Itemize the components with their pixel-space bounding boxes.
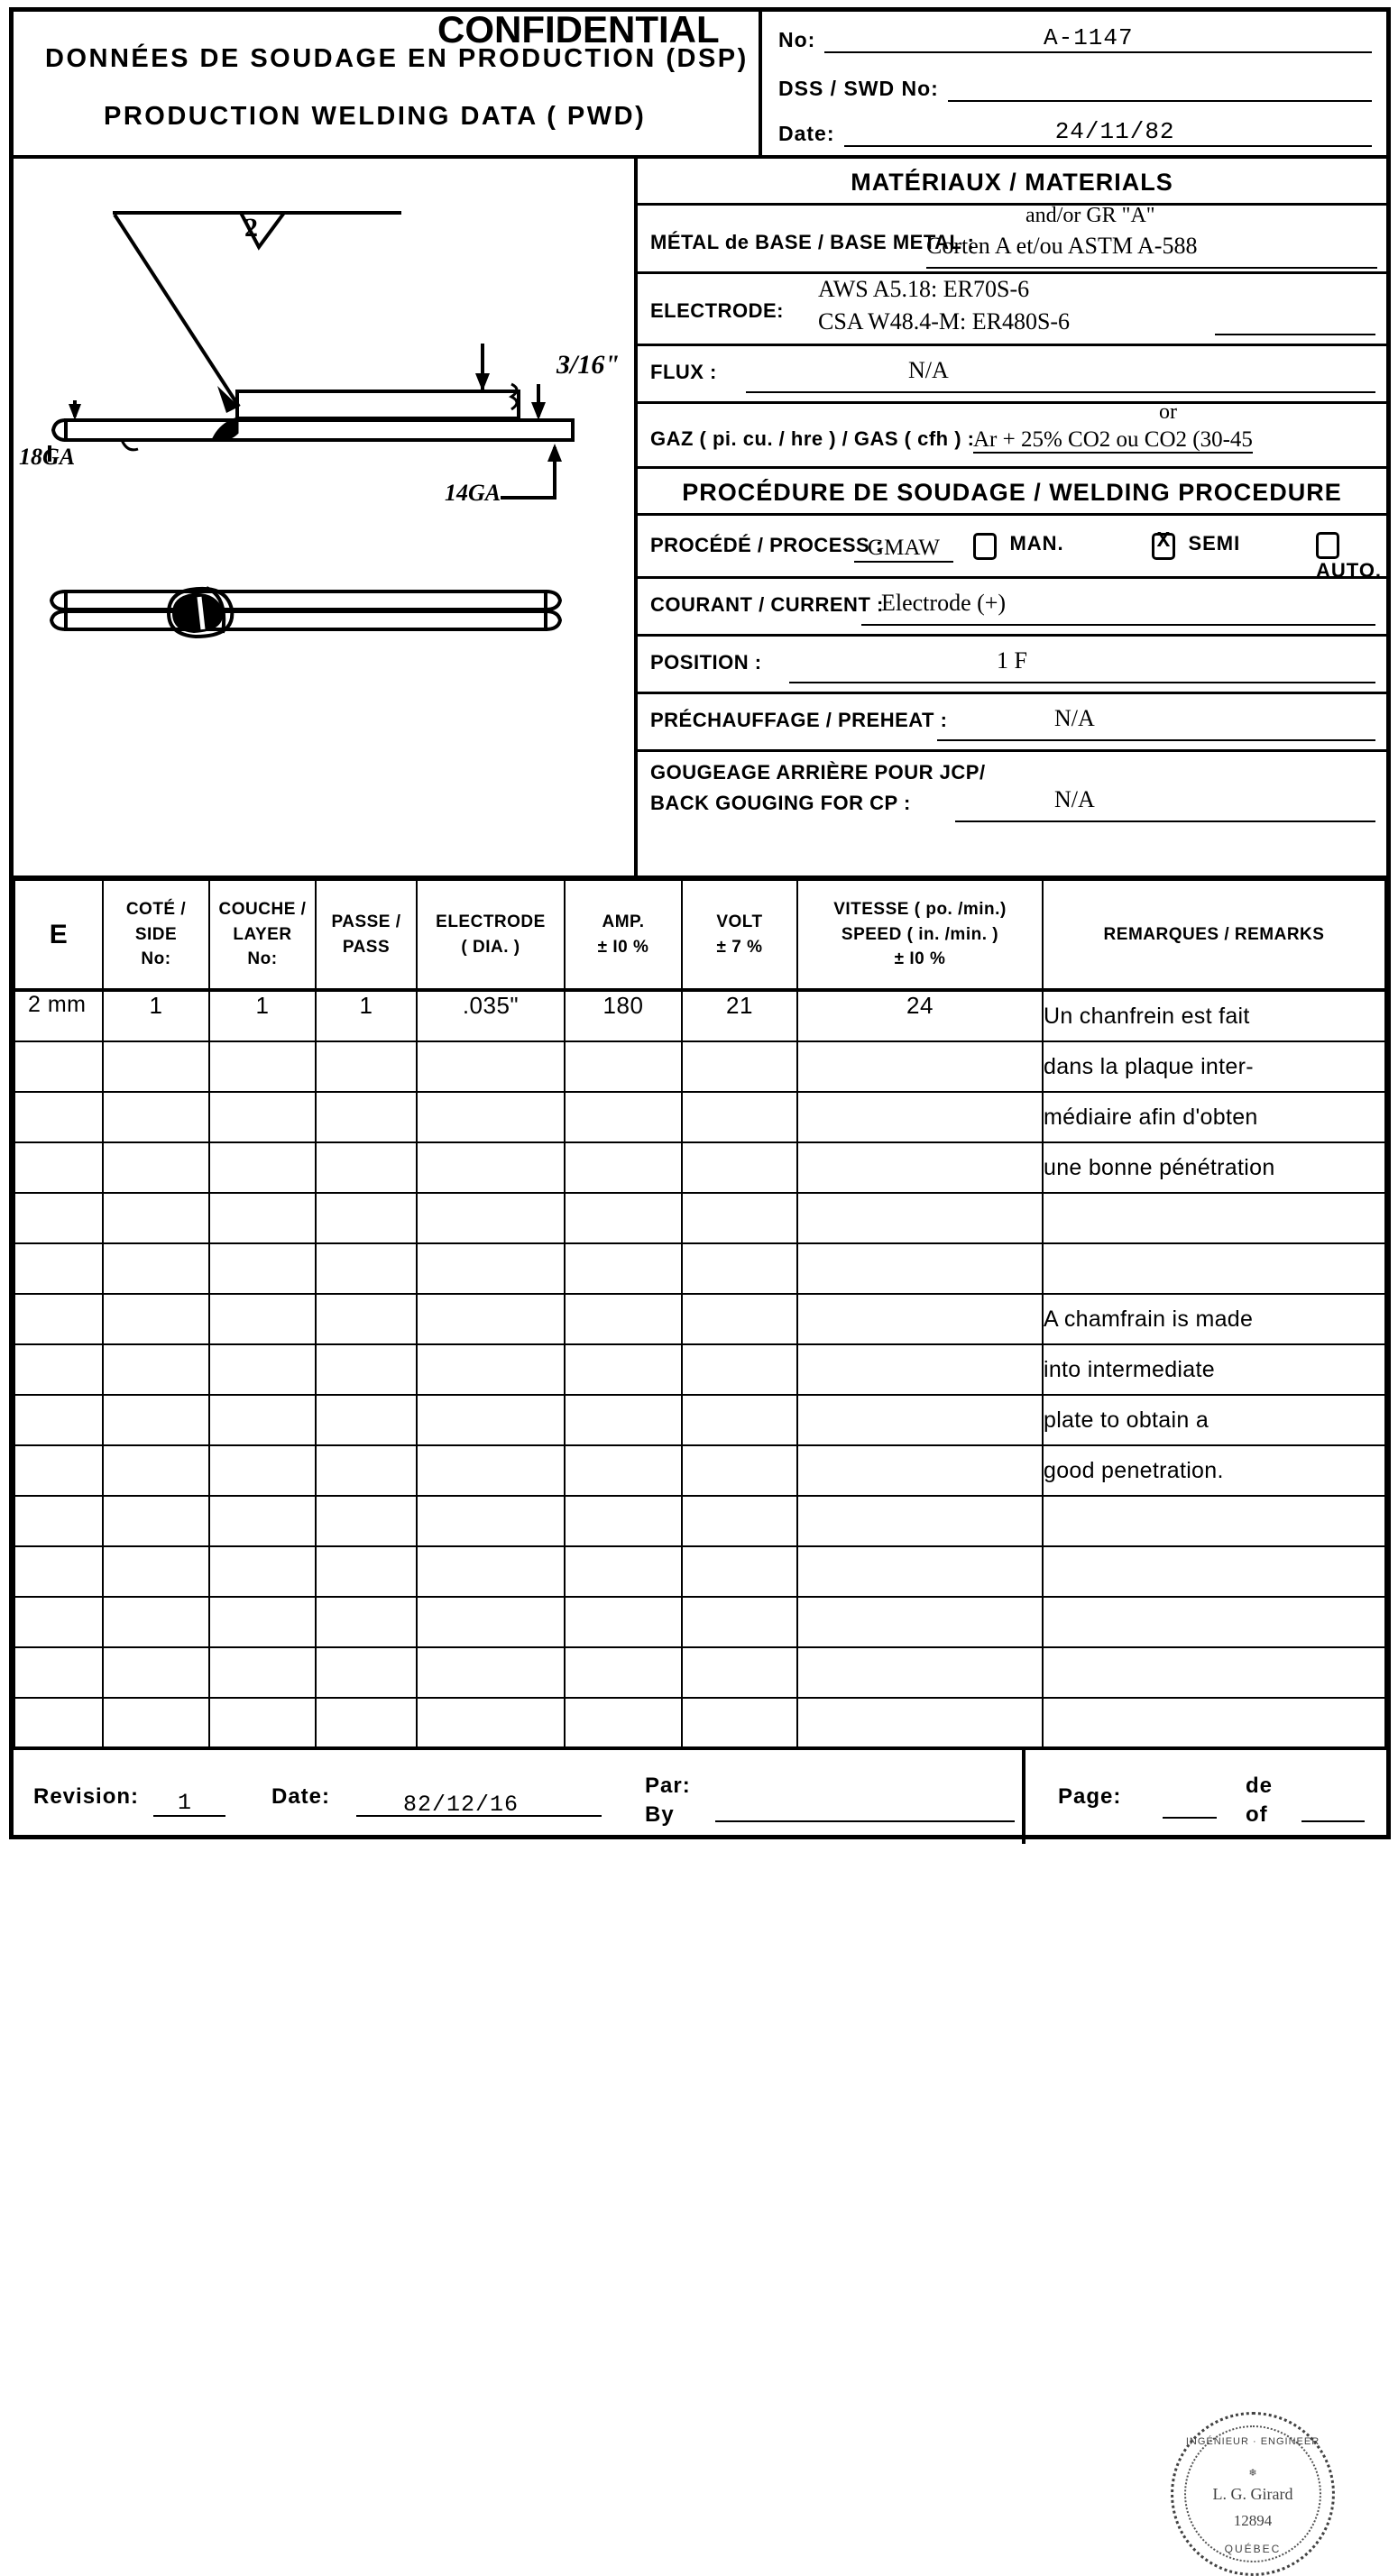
row-current [638,579,1386,637]
cell-electrode[interactable] [417,1546,565,1597]
cell-amp[interactable] [565,1243,682,1294]
gas-note: or [1159,400,1177,424]
cell-volt[interactable] [682,1395,797,1445]
cell-e[interactable] [14,1193,103,1243]
table-row [14,1597,1385,1647]
cell-layer[interactable] [209,1698,316,1748]
electrode-value-1: AWS A5.18: ER70S-6 [818,276,1030,302]
cell-layer[interactable] [209,1142,316,1193]
remark-line: into intermediate [1044,1357,1215,1382]
checkbox-man-icon[interactable] [973,533,997,560]
cell-volt[interactable] [682,1445,797,1496]
th-side-l2: SIDE [134,924,178,944]
cell-speed[interactable] [797,1041,1043,1092]
cell-electrode[interactable] [417,1041,565,1092]
th-e [14,880,103,990]
th-layer [209,880,316,990]
table-row [14,1041,1385,1092]
table-row [14,1445,1385,1496]
cell-speed[interactable] [797,1445,1043,1496]
cell-pass[interactable] [316,1041,417,1092]
cell-speed[interactable] [797,1698,1043,1748]
page-total-input[interactable] [1301,1820,1365,1822]
table-row [14,1294,1385,1344]
cell-electrode[interactable]: .035" [417,990,565,1041]
cell-electrode[interactable] [417,1294,565,1344]
cell-speed[interactable] [797,1597,1043,1647]
cell-electrode[interactable] [417,1142,565,1193]
flux-input[interactable] [746,359,1375,393]
th-speed [797,880,1043,990]
cell-volt[interactable] [682,1546,797,1597]
cell-pass[interactable] [316,1193,417,1243]
current-value: Electrode (+) [881,590,1007,616]
th-layer-l2: LAYER [233,924,292,944]
remark-line [1044,1497,1384,1545]
cell-electrode[interactable] [417,1496,565,1546]
th-pass-l2: PASS [342,937,391,957]
document-page [9,7,1391,2555]
cell-pass[interactable] [316,1294,417,1344]
cell-speed[interactable] [797,1395,1043,1445]
cell-speed[interactable] [797,1496,1043,1546]
field-dss-swd-line[interactable] [948,68,1372,107]
cell-pass[interactable] [316,1445,417,1496]
field-date-value: 24/11/82 [1054,118,1175,145]
cell-side[interactable] [103,1445,209,1496]
th-electrode-l2: ( DIA. ) [461,937,520,957]
cell-layer[interactable] [209,1647,316,1698]
cell-layer[interactable] [209,1193,316,1243]
cell-volt[interactable] [682,1243,797,1294]
cell-pass[interactable] [316,1496,417,1546]
cell-amp[interactable] [565,1344,682,1395]
position-input[interactable] [789,647,1375,683]
cell-layer[interactable] [209,1092,316,1142]
cell-layer[interactable] [209,1496,316,1546]
th-electrode [417,880,565,990]
gouging-input[interactable] [955,786,1375,822]
process-option-auto-label: AUTO. [1316,559,1383,582]
th-side-l1: COTÉ / [125,900,187,920]
seal-name: L. G. Girard [1212,2485,1293,2503]
cell-e[interactable] [14,1243,103,1294]
cell-remark[interactable] [1043,1092,1385,1142]
process-option-man[interactable] [973,532,1064,560]
cell-remark[interactable] [1043,1243,1385,1294]
revision-value: 1 [178,1790,193,1816]
process-option-auto[interactable] [1316,532,1386,582]
footer-date-value: 82/12/16 [403,1792,520,1818]
cell-volt[interactable] [682,1142,797,1193]
materials-section-title: MATÉRIAUX / MATERIALS [638,159,1386,206]
cell-side[interactable] [103,1647,209,1698]
cell-amp[interactable] [565,1698,682,1748]
preheat-label: PRÉCHAUFFAGE / PREHEAT : [650,709,948,731]
th-amp-l2: ± I0 % [597,937,649,957]
cell-electrode[interactable] [417,1243,565,1294]
cell-e[interactable] [14,1496,103,1546]
cell-volt[interactable]: 21 [682,990,797,1041]
cell-volt[interactable] [682,1344,797,1395]
cell-pass[interactable] [316,1546,417,1597]
cell-pass[interactable] [316,1395,417,1445]
cell-speed[interactable] [797,1142,1043,1193]
preheat-value: N/A [1054,705,1095,731]
cell-remark[interactable] [1043,1142,1385,1193]
cell-amp[interactable] [565,1041,682,1092]
current-input[interactable] [861,590,1375,626]
of-label: of [1246,1802,1268,1827]
th-volt [682,880,797,990]
cell-electrode[interactable] [417,1344,565,1395]
cell-amp[interactable] [565,1647,682,1698]
cell-e[interactable] [14,1698,103,1748]
gas-value: Ar + 25% CO2 ou CO2 (30-45 [973,427,1253,452]
remark-line: Un chanfrein est fait [1044,1004,1250,1029]
th-pass [316,880,417,990]
base-metal-note: and/or GR "A" [1026,204,1155,227]
remark-line [1044,1194,1384,1242]
remark-line: dans la plaque inter- [1044,1054,1254,1079]
th-speed-l2: SPEED ( in. /min. ) [841,924,999,944]
table-row [14,1243,1385,1294]
table-row [14,1142,1385,1193]
cell-e[interactable] [14,1647,103,1698]
field-no-value: A-1147 [1043,24,1134,51]
cell-side[interactable] [103,1193,209,1243]
page-title-en: PRODUCTION WELDING DATA ( PWD) [104,102,647,131]
gas-input[interactable] [973,427,1386,463]
de-label: de [1246,1774,1274,1798]
row-preheat [638,694,1386,752]
field-no-label: No: [778,28,816,51]
gouging-value: N/A [1054,786,1095,812]
row-flux [638,346,1386,404]
cell-remark[interactable] [1043,1395,1385,1445]
th-remarks-l1: REMARQUES / REMARKS [1103,924,1325,944]
page-label: Page: [1058,1784,1122,1809]
cell-speed[interactable] [797,1193,1043,1243]
cell-side[interactable]: 1 [103,990,209,1041]
cell-side[interactable] [103,1092,209,1142]
th-amp-l1: AMP. [602,912,645,931]
field-date [778,113,1372,161]
cell-pass[interactable] [316,1142,417,1193]
cell-side[interactable] [103,1395,209,1445]
cell-layer[interactable] [209,1041,316,1092]
cell-pass[interactable] [316,1597,417,1647]
header-id-block [762,12,1386,155]
cell-side[interactable] [103,1243,209,1294]
cell-electrode[interactable] [417,1092,565,1142]
cell-layer[interactable] [209,1294,316,1344]
table-row [14,990,1385,1041]
remark-line [1044,1598,1384,1646]
cell-speed[interactable] [797,1344,1043,1395]
cell-e[interactable] [14,1041,103,1092]
cell-amp[interactable] [565,1546,682,1597]
seal-number: 12894 [1233,2512,1273,2529]
th-pass-l1: PASSE / [331,912,401,931]
cell-amp[interactable] [565,1142,682,1193]
drawing-callout-2: 2 [244,213,258,243]
cell-side[interactable] [103,1344,209,1395]
weld-joint-svg [14,159,638,875]
row-back-gouging [638,752,1386,822]
position-label: POSITION : [650,651,762,674]
document-header [14,8,1386,159]
page-number-input[interactable] [1163,1817,1217,1819]
cell-side[interactable] [103,1698,209,1748]
table-row [14,1698,1385,1748]
base-metal-input[interactable] [926,233,1377,269]
cell-remark[interactable] [1043,1445,1385,1496]
cell-volt[interactable] [682,1294,797,1344]
base-metal-label: MÉTAL de BASE / BASE METAL : [650,231,975,253]
drawing-dim-18ga: 18GA [19,444,76,470]
cell-e[interactable] [14,1344,103,1395]
cell-volt[interactable] [682,1597,797,1647]
cell-remark[interactable] [1043,1294,1385,1344]
row-position [638,637,1386,694]
specs-panel [638,159,1386,875]
cell-side[interactable] [103,1142,209,1193]
cell-pass[interactable] [316,1092,417,1142]
cell-remark[interactable] [1043,1193,1385,1243]
cell-e[interactable] [14,1142,103,1193]
cell-remark[interactable] [1043,1041,1385,1092]
drawing-dim-14ga: 14GA [445,480,501,506]
cell-e[interactable] [14,1395,103,1445]
cell-e[interactable]: 2 mm [14,990,103,1041]
th-side [103,880,209,990]
cell-speed[interactable] [797,1647,1043,1698]
cell-remark[interactable] [1043,1597,1385,1647]
cell-amp[interactable] [565,1092,682,1142]
cell-amp[interactable] [565,1395,682,1445]
table-header-row [14,880,1385,990]
table-body [14,990,1385,1748]
header-title-block [14,8,762,155]
cell-speed[interactable] [797,1092,1043,1142]
seal-ring-text: INGÉNIEUR · ENGINEER [1185,2436,1320,2447]
cell-layer[interactable] [209,1344,316,1395]
cell-volt[interactable] [682,1698,797,1748]
process-value: GMAW [868,536,940,560]
process-label: PROCÉDÉ / PROCESS : [650,534,883,556]
row-gas [638,400,1386,469]
gouging-label-line2: BACK GOUGING FOR CP : [650,792,911,814]
cell-speed[interactable] [797,1243,1043,1294]
cell-amp[interactable] [565,1496,682,1546]
electrode-label: ELECTRODE: [650,299,784,322]
middle-section [14,159,1386,875]
cell-electrode[interactable] [417,1647,565,1698]
th-e-l1: E [49,919,69,949]
cell-layer[interactable] [209,1395,316,1445]
cell-speed[interactable] [797,1294,1043,1344]
cell-pass[interactable] [316,1698,417,1748]
table-row [14,1344,1385,1395]
flux-label: FLUX : [650,361,717,383]
row-base-metal [638,206,1386,274]
cell-amp[interactable] [565,1597,682,1647]
remark-line [1044,1699,1384,1747]
footer-date-label: Date: [271,1784,331,1809]
footer-left-block [14,1750,1026,1844]
footer-right-block [1026,1750,1386,1844]
cell-pass[interactable] [316,1243,417,1294]
cell-amp[interactable] [565,1445,682,1496]
cell-layer[interactable] [209,1597,316,1647]
field-date-line[interactable] [844,113,1372,152]
remark-line: A chamfrain is made [1044,1306,1254,1332]
cell-pass[interactable]: 1 [316,990,417,1041]
cell-pass[interactable] [316,1647,417,1698]
electrode-value-2: CSA W48.4-M: ER480S-6 [818,308,1071,335]
cell-remark[interactable] [1043,1344,1385,1395]
remark-line [1044,1244,1384,1293]
field-date-label: Date: [778,122,835,145]
by-label: By [645,1802,675,1827]
electrode-input-line[interactable] [1215,334,1375,335]
preheat-input[interactable] [937,705,1375,741]
th-layer-l1: COUCHE / [218,900,307,920]
gas-label: GAZ ( pi. cu. / hre ) / GAS ( cfh ) : [650,427,975,450]
cell-layer[interactable] [209,1445,316,1496]
cell-e[interactable] [14,1546,103,1597]
seal-province: QUÉBEC [1224,2543,1282,2555]
cell-e[interactable] [14,1597,103,1647]
cell-electrode[interactable] [417,1698,565,1748]
weld-joint-drawing [14,159,638,875]
th-speed-l1: VITESSE ( po. /min.) [833,900,1007,920]
cell-remark[interactable] [1043,1496,1385,1546]
par-by-input[interactable] [715,1820,1015,1822]
cell-electrode[interactable] [417,1445,565,1496]
cell-remark[interactable] [1043,1698,1385,1748]
cell-layer[interactable] [209,1546,316,1597]
th-layer-l3: No: [247,949,278,969]
table-row [14,1092,1385,1142]
cell-electrode[interactable] [417,1597,565,1647]
process-option-semi-label: SEMI [1188,532,1241,555]
cell-amp[interactable] [565,1294,682,1344]
engineer-seal-stamp [1171,2412,1335,2576]
remark-line [1044,1648,1384,1697]
field-dss-swd-label: DSS / SWD No: [778,77,939,100]
revision-label: Revision: [33,1784,140,1809]
table-row [14,1496,1385,1546]
cell-side[interactable] [103,1597,209,1647]
cell-volt[interactable] [682,1193,797,1243]
par-label: Par: [645,1774,691,1798]
gouging-label-line1: GOUGEAGE ARRIÈRE POUR JCP/ [650,761,986,784]
cell-side[interactable] [103,1546,209,1597]
cell-volt[interactable] [682,1647,797,1698]
cell-side[interactable] [103,1041,209,1092]
cell-volt[interactable] [682,1092,797,1142]
seal-fleur-icon: ❄ [1248,2468,1257,2479]
cell-volt[interactable] [682,1496,797,1546]
table-row [14,1395,1385,1445]
process-option-semi[interactable] [1152,532,1240,560]
cell-electrode[interactable] [417,1193,565,1243]
th-remarks [1043,880,1385,990]
cell-speed[interactable] [797,1546,1043,1597]
process-option-man-label: MAN. [1009,532,1064,555]
cell-speed[interactable]: 24 [797,990,1043,1041]
th-electrode-l1: ELECTRODE [436,912,546,931]
cell-amp[interactable] [565,1193,682,1243]
cell-volt[interactable] [682,1041,797,1092]
cell-amp[interactable]: 180 [565,990,682,1041]
page-title-fr: DONNÉES DE SOUDAGE EN PRODUCTION (DSP) [45,44,749,73]
remark-line: médiaire afin d'obten [1044,1105,1258,1130]
procedure-section-title: PROCÉDURE DE SOUDAGE / WELDING PROCEDURE [638,469,1386,516]
cell-remark[interactable] [1043,990,1385,1041]
remark-line: une bonne pénétration [1044,1155,1275,1180]
th-side-l3: No: [141,949,171,969]
confidential-stamp-text: CONFIDENTIAL [437,8,720,50]
process-input[interactable] [854,536,953,563]
checkbox-semi-icon[interactable] [1152,533,1175,560]
cell-layer[interactable] [209,1243,316,1294]
checkbox-auto-icon[interactable] [1316,532,1339,559]
row-electrode [638,274,1386,346]
remark-line: good penetration. [1044,1458,1224,1483]
cell-e[interactable] [14,1092,103,1142]
cell-layer[interactable]: 1 [209,990,316,1041]
seal-inner-ring [1184,2425,1321,2562]
cell-remark[interactable] [1043,1546,1385,1597]
table-row [14,1546,1385,1597]
remark-line: plate to obtain a [1044,1407,1209,1433]
cell-e[interactable] [14,1294,103,1344]
current-label: COURANT / CURRENT : [650,593,884,616]
cell-pass[interactable] [316,1344,417,1395]
flux-value: N/A [908,357,949,383]
th-volt-l1: VOLT [716,912,763,931]
table-row [14,1193,1385,1243]
th-amp [565,880,682,990]
cell-e[interactable] [14,1445,103,1496]
field-no [778,19,1372,68]
cell-electrode[interactable] [417,1395,565,1445]
th-volt-l2: ± 7 % [716,937,763,957]
cell-side[interactable] [103,1496,209,1546]
position-value: 1 F [997,647,1027,674]
th-speed-l3: ± I0 % [894,949,946,969]
drawing-dim-3-16: 3/16" [556,350,620,380]
cell-remark[interactable] [1043,1647,1385,1698]
base-metal-value: Corten A et/ou ASTM A-588 [926,233,1198,259]
remark-line [1044,1547,1384,1596]
row-process [638,516,1386,582]
field-dss-swd-no [778,68,1372,116]
cell-side[interactable] [103,1294,209,1344]
table-row [14,1647,1385,1698]
field-no-line[interactable] [824,19,1372,59]
document-footer [14,1750,1386,1844]
